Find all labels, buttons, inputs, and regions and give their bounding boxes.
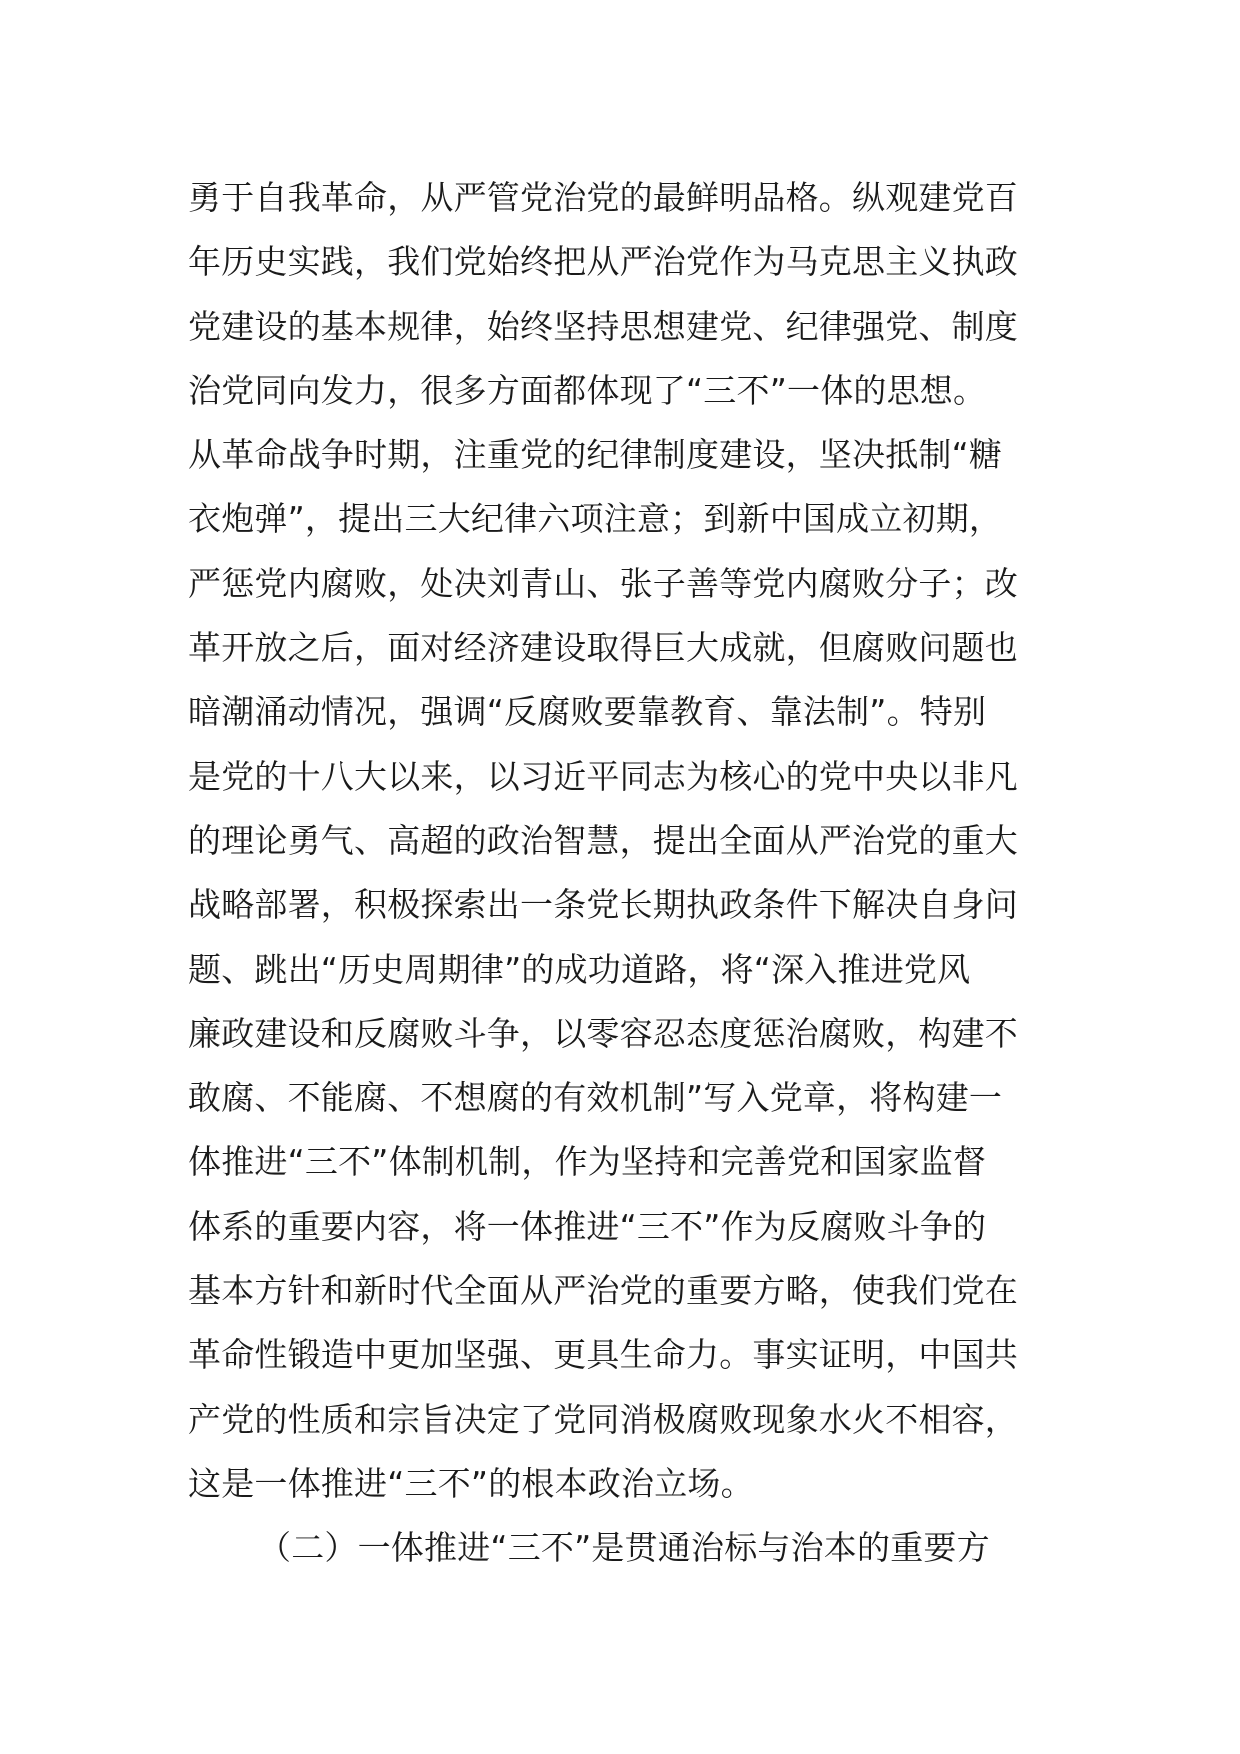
text-line: 的理论勇气、高超的政治智慧，提出全面从严治党的重大	[188, 820, 1018, 860]
text-line: 廉政建设和反腐败斗争，以零容忍态度惩治腐败，构建不	[188, 1013, 1018, 1053]
text-line: 产党的性质和宗旨决定了党同消极腐败现象水火不相容，	[188, 1399, 1018, 1439]
text-line: 战略部署，积极探索出一条党长期执政条件下解决自身问	[188, 885, 1018, 925]
text-line: 衣炮弹”，提出三大纪律六项注意；到新中国成立初期，	[188, 499, 1003, 539]
text-line: 敢腐、不能腐、不想腐的有效机制”写入党章，将构建一	[188, 1078, 1003, 1118]
text-line: 体系的重要内容，将一体推进“三不”作为反腐败斗争的	[188, 1206, 987, 1246]
text-line: 年历史实践，我们党始终把从严治党作为马克思主义执政	[188, 242, 1018, 282]
text-line: 题、跳出“历史周期律”的成功道路，将“深入推进党风	[188, 949, 971, 989]
text-line: 治党同向发力，很多方面都体现了“三不”一体的思想。	[188, 370, 987, 410]
text-line: 勇于自我革命，从严管党治党的最鲜明品格。纵观建党百	[188, 178, 1018, 217]
text-line: 基本方针和新时代全面从严治党的重要方略，使我们党在	[188, 1271, 1018, 1311]
document-body	[188, 166, 1058, 1581]
text-line: 从革命战争时期，注重党的纪律制度建设，坚决抵制“糖	[188, 435, 1003, 475]
text-line: 暗潮涌动情况，强调“反腐败要靠教育、靠法制”。特别	[188, 692, 987, 732]
text-line: 革命性锻造中更加坚强、更具生命力。事实证明，中国共	[188, 1335, 1018, 1375]
section-heading: （二）一体推进“三不”是贯通治标与治本的重要方	[258, 1528, 990, 1568]
text-line: 党建设的基本规律，始终坚持思想建党、纪律强党、制度	[188, 306, 1018, 346]
text-line: 体推进“三不”体制机制，作为坚持和完善党和国家监督	[188, 1142, 987, 1182]
text-line: 革开放之后，面对经济建设取得巨大成就，但腐败问题也	[188, 628, 1018, 668]
text-line: 是党的十八大以来，以习近平同志为核心的党中央以非凡	[188, 756, 1018, 796]
text-line: 这是一体推进“三不”的根本政治立场。	[188, 1463, 754, 1503]
text-line: 严惩党内腐败，处决刘青山、张子善等党内腐败分子；改	[188, 563, 1018, 603]
